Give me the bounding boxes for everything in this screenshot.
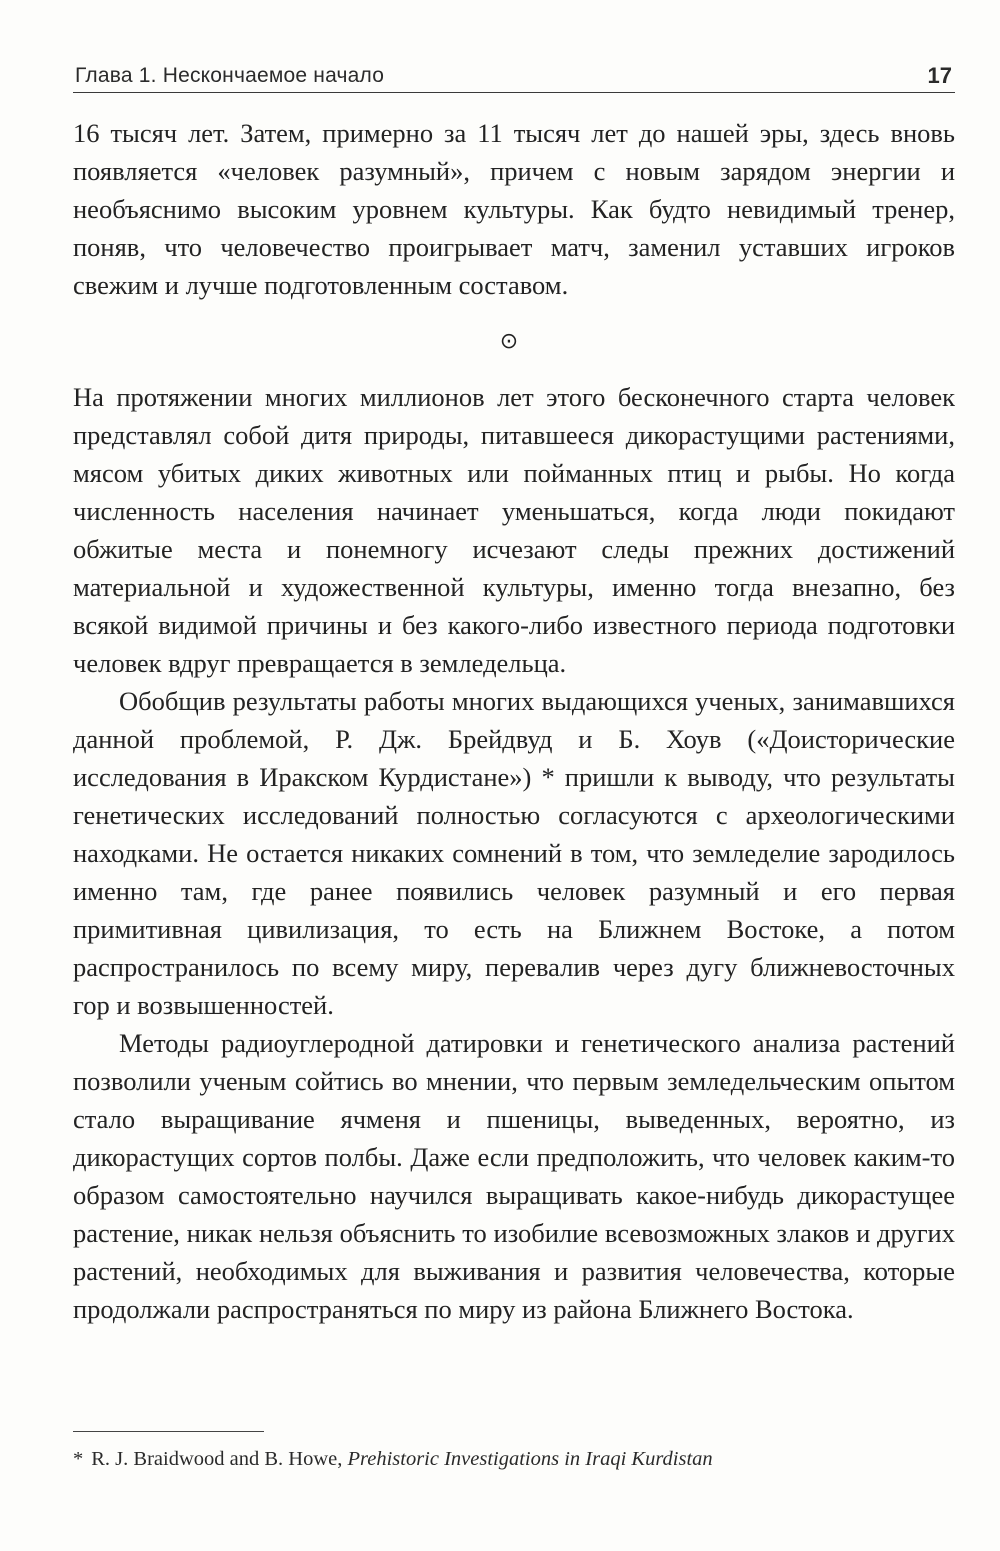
chapter-title: Глава 1. Нескончаемое начало	[75, 64, 385, 87]
paragraph-4: Методы радиоуглеродной датировки и генетического анализа растений позволили ученым сойтись во мнении, что первым земледельческим опытом стало выращивание ячменя и пшеницы, выведенных, вероятно, из дикорастущих сортов полбы. Даже если предположить, что человек каким-то образом самостоятельно научился выращивать какое-нибудь дикорастущее растение, никак нельзя объяснить то изобилие всевозможных злаков и других растений, необходимых для выживания и развития человечества, которые продолжали распространяться по миру из района Ближнего Востока.	[73, 1028, 955, 1324]
footnote	[73, 1446, 955, 1472]
footnote-title: Prehistoric Investigations in Iraqi Kurdistan	[347, 1448, 713, 1470]
section-divider-icon: ⊙	[499, 329, 519, 354]
paragraph-1: 16 тысяч лет. Затем, примерно за 11 тысяч лет до нашей эры, здесь вновь появляется «человек разумный», причем с новым зарядом энергии и необъяснимо высоким уровнем культуры. Как будто невидимый тренер, поняв, что человечество проигрывает матч, заменил уставших игроков свежим и лучше подготовленным составом.	[73, 118, 955, 300]
running-header	[73, 58, 955, 93]
main-text-block	[73, 378, 955, 1328]
footnote-authors: R. J. Braidwood and B. Howe,	[91, 1448, 343, 1470]
continued-paragraph-block	[73, 114, 955, 304]
page-number: 17	[927, 63, 952, 88]
footnote-marker: *	[73, 1448, 84, 1470]
footnote-separator	[73, 1431, 264, 1432]
paragraph-2: На протяжении многих миллионов лет этого бесконечного старта человек представлял собой дитя природы, питавшееся дикорастущими растениями, мясом убитых диких животных или пойманных птиц и рыбы. Но когда численность населения начинает уменьшаться, когда люди покидают обжитые места и понемногу исчезают следы прежних достижений материальной и художественной культуры, именно тогда внезапно, без всякой видимой причины и без какого-либо известного периода подготовки человек вдруг превращается в земледельца.	[73, 382, 955, 678]
paragraph-3: Обобщив результаты работы многих выдающихся ученых, занимавшихся данной проблемой, Р. Дж. Брейдвуд и Б. Хоув («Доисторические исследования в Иракском Курдистане») * пришли к выводу, что результаты генетических исследований полностью согласуются с археологическими находками. Не остается никаких сомнений в том, что земледелие зародилось именно там, где ранее появились человек разумный и его первая примитивная цивилизация, то есть на Ближнем Востоке, а потом распространилось по всему миру, перевалив через дугу ближневосточных гор и возвышенностей.	[73, 686, 955, 1020]
